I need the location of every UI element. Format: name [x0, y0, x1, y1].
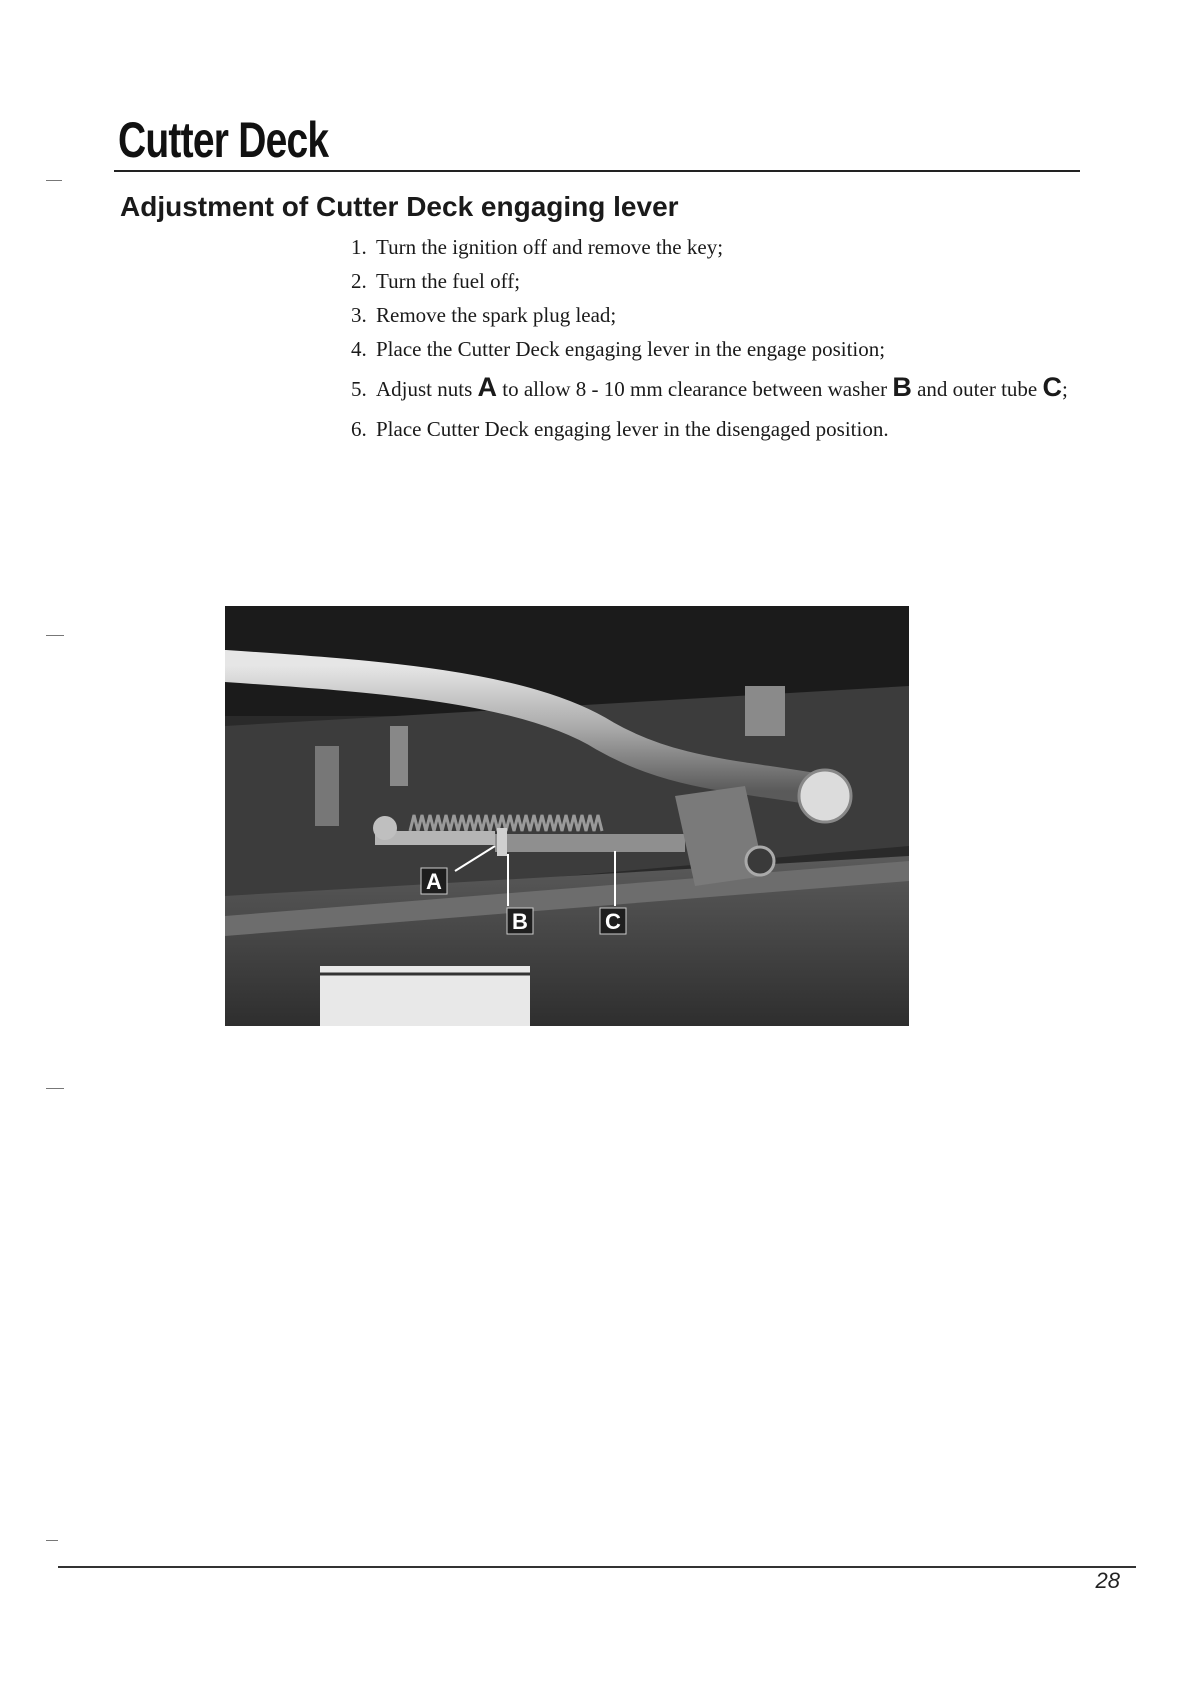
- list-item: 4. Place the Cutter Deck engaging lever in the engage position;: [372, 332, 1072, 366]
- label-a: A: [426, 869, 442, 894]
- scan-mark: [46, 1540, 58, 1541]
- list-item: 2. Turn the fuel off;: [372, 264, 1072, 298]
- lever-adjustment-photo: [225, 606, 909, 1026]
- letter-c: C: [1042, 372, 1062, 402]
- letter-a: A: [477, 372, 498, 402]
- scan-mark: [46, 180, 62, 181]
- list-item: [372, 366, 1072, 412]
- page-title: Cutter Deck: [118, 112, 329, 168]
- page-number: 28: [1095, 1568, 1120, 1593]
- photo-illustration: [225, 606, 909, 1026]
- step5-text-1: Adjust nuts: [376, 377, 478, 401]
- step5-text-3: and outer tube: [911, 377, 1043, 401]
- scan-mark: [46, 1088, 64, 1089]
- section-heading: Adjustment of Cutter Deck engaging lever: [120, 191, 679, 222]
- list-item: 1. Turn the ignition off and remove the key;: [372, 230, 1072, 264]
- footer-divider: [58, 1566, 1136, 1568]
- scan-mark: [46, 635, 64, 636]
- instruction-list: [345, 230, 1072, 446]
- label-c: C: [605, 909, 621, 934]
- letter-b: B: [892, 372, 912, 402]
- label-b: B: [512, 909, 528, 934]
- step5-text-2: to allow 8 - 10 mm clearance between washer: [497, 377, 893, 401]
- title-divider: [114, 170, 1080, 172]
- list-item: 6. Place Cutter Deck engaging lever in the disengaged position.: [372, 412, 1072, 446]
- step5-text-4: ;: [1061, 377, 1068, 401]
- list-item: 3. Remove the spark plug lead;: [372, 298, 1072, 332]
